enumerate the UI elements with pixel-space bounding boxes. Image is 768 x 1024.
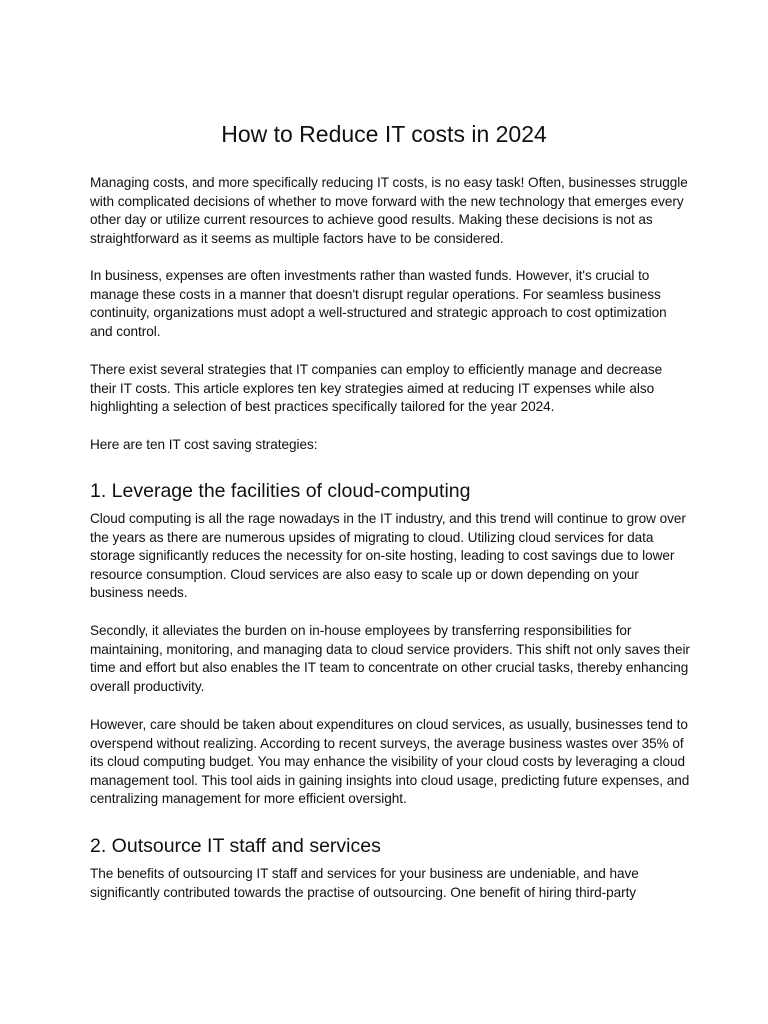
section-1-paragraph-1: Cloud computing is all the rage nowadays in the IT industry, and this trend will continue to grow over the years as there are numerous upsides of migrating to cloud. Utilizing cloud services for data storage significantly reduces the necessity for on-site hosting, leading to cost savings due to lower resource consumption. Cloud services are also easy to scale up or down depending on your business needs. — [90, 511, 686, 601]
section-1-paragraph-3: However, care should be taken about expenditures on cloud services, as usually, businesses tend to overspend without realizing. According to recent surveys, the average business wastes over 35% of its cloud computing budget. You may enhance the visibility of your cloud costs by leveraging a cloud management tool. This tool aids in gaining insights into cloud usage, predicting future expenses, and centralizing management for more efficient oversight. — [90, 717, 690, 807]
section-2-paragraph-1: The benefits of outsourcing IT staff and services for your business are undeniable, and have significantly contributed towards the practise of outsourcing. One benefit of hiring third-party — [90, 866, 639, 900]
intro-paragraph-4: Here are ten IT cost saving strategies: — [90, 437, 318, 452]
section-2-heading: 2. Outsource IT staff and services — [90, 835, 381, 857]
document-title: How to Reduce IT costs in 2024 — [221, 121, 547, 147]
intro-paragraph-3: There exist several strategies that IT companies can employ to efficiently manage and decrease their IT costs. This article explores ten key strategies aimed at reducing IT expenses while also highlighting a selection of best practices specifically tailored for the year 2024. — [90, 362, 663, 415]
section-1-heading: 1. Leverage the facilities of cloud-computing — [90, 480, 471, 502]
intro-paragraph-2: In business, expenses are often investments rather than wasted funds. However, it's crucial to manage these costs in a manner that doesn't disrupt regular operations. For seamless business continuity, organizations must adopt a well-structured and strategic approach to cost optimization and control. — [90, 268, 667, 339]
section-1-paragraph-2: Secondly, it alleviates the burden on in-house employees by transferring responsibilities for maintaining, monitoring, and managing data to cloud service providers. This shift not only saves their time and effort but also enables the IT team to concentrate on other crucial tasks, thereby enhancing overall productivity. — [90, 623, 690, 694]
intro-paragraph-1: Managing costs, and more specifically reducing IT costs, is no easy task! Often, businesses struggle with complicated decisions of whether to move forward with the new technology that emerges every other day or utilize current resources to achieve good results. Making these decisions is not as straightforward as it seems as multiple factors have to be considered. — [90, 175, 688, 246]
